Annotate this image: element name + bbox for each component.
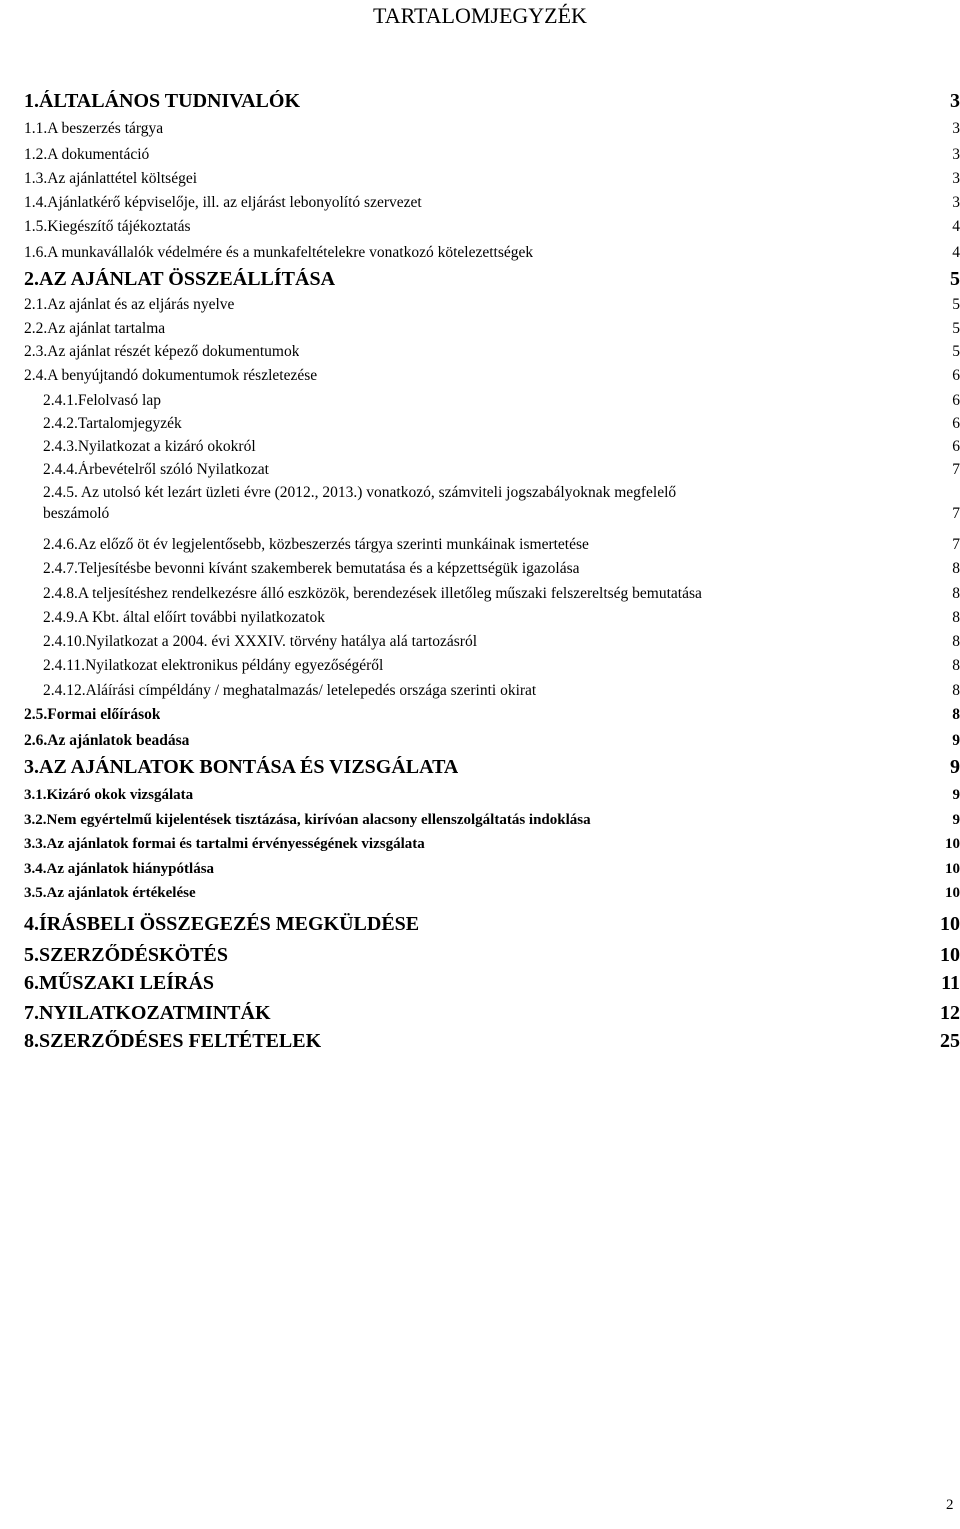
toc-page-number: 8 xyxy=(952,560,960,577)
toc-page-number: 4 xyxy=(952,244,960,261)
toc-page-number: 3 xyxy=(952,146,960,163)
toc-page-number: 10 xyxy=(945,836,960,852)
toc-number: 8. xyxy=(24,1030,39,1052)
toc-title-continued: beszámoló xyxy=(43,505,110,522)
toc-page-number: 9 xyxy=(952,732,960,749)
toc-page-number: 3 xyxy=(952,194,960,211)
toc-entry[interactable] xyxy=(24,657,960,680)
toc-number: 2.5. xyxy=(24,706,48,723)
toc-number: 7. xyxy=(24,1002,39,1024)
toc-entry[interactable] xyxy=(24,913,960,943)
toc-entry[interactable] xyxy=(24,296,960,320)
toc-number: 3.3. xyxy=(24,836,47,852)
toc-title: NYILATKOZATMINTÁK xyxy=(39,1002,271,1024)
toc-title: ÁLTALÁNOS TUDNIVALÓK xyxy=(39,90,301,112)
toc-entry[interactable] xyxy=(24,120,960,144)
toc-number: 1.2. xyxy=(24,146,48,163)
toc-title: Az ajánlatok beadása xyxy=(47,732,190,749)
toc-number: 2.6. xyxy=(24,732,48,749)
toc-title: A dokumentáció xyxy=(47,146,150,163)
toc-page-number: 9 xyxy=(952,812,960,828)
toc-title: A beszerzés tárgya xyxy=(47,120,164,137)
toc-title: Ajánlatkérő képviselője, ill. az eljárást lebonyolító szervezet xyxy=(47,194,422,211)
toc-page-number: 6 xyxy=(952,367,960,384)
toc-title: Az ajánlatok hiánypótlása xyxy=(46,861,215,877)
toc-title: Felolvasó lap xyxy=(77,392,161,409)
toc-entry[interactable] xyxy=(24,812,960,837)
toc-title: Az előző öt év legjelentősebb, közbeszerzés tárgya szerinti munkáinak ismertetése xyxy=(77,536,589,553)
toc-page-number: 5 xyxy=(952,296,960,313)
toc-title: A Kbt. által előírt további nyilatkozatok xyxy=(77,609,325,626)
toc-page-number: 8 xyxy=(952,657,960,674)
toc-entry[interactable] xyxy=(24,1030,960,1060)
toc-page-number: 8 xyxy=(952,585,960,602)
toc-title: Az ajánlat részét képező dokumentumok xyxy=(47,343,300,360)
toc-page-number: 6 xyxy=(952,415,960,432)
toc-entry[interactable] xyxy=(24,972,960,1002)
toc-title: Aláírási címpéldány / meghatalmazás/ letelepedés országa szerinti okirat xyxy=(85,682,537,699)
toc-number: 2.4.3. xyxy=(43,438,78,455)
toc-entry[interactable] xyxy=(24,343,960,367)
toc-entry[interactable] xyxy=(24,682,960,705)
toc-entry[interactable] xyxy=(24,885,960,910)
toc-title: Formai előírások xyxy=(47,706,161,723)
toc-number: 4. xyxy=(24,913,39,935)
toc-page-number: 3 xyxy=(952,120,960,137)
toc-number: 3. xyxy=(24,756,39,778)
toc-number: 2.4.4. xyxy=(43,461,78,478)
toc-entry[interactable] xyxy=(24,415,960,438)
toc-entry[interactable] xyxy=(24,756,960,786)
toc-page-number: 7 xyxy=(952,536,960,553)
toc-entry[interactable] xyxy=(24,1002,960,1032)
toc-title: Az utolsó két lezárt üzleti évre (2012., 2013.) vonatkozó, számviteli jogszabályoknak megfelelő xyxy=(80,484,677,501)
toc-entry[interactable] xyxy=(24,633,960,656)
toc-page-number: 10 xyxy=(945,861,960,877)
toc-number: 3.2. xyxy=(24,812,47,828)
toc-page-number: 11 xyxy=(941,972,960,994)
toc-number: 6. xyxy=(24,972,39,994)
toc-title: Az ajánlatok formai és tartalmi érvényességének vizsgálata xyxy=(46,836,425,852)
toc-page-number: 10 xyxy=(940,913,960,935)
toc-entry[interactable] xyxy=(24,170,960,194)
toc-entry[interactable] xyxy=(24,484,960,522)
toc-title: MŰSZAKI LEÍRÁS xyxy=(39,972,215,994)
toc-number: 2.4.6. xyxy=(43,536,78,553)
toc-number: 2.4.8. xyxy=(43,585,78,602)
page-number: 2 xyxy=(946,1497,954,1513)
toc-entry[interactable] xyxy=(24,194,960,218)
toc-entry[interactable] xyxy=(24,438,960,461)
toc-number: 2.4.11. xyxy=(43,657,86,674)
toc-number: 2.4.10. xyxy=(43,633,86,650)
toc-number: 1.6. xyxy=(24,244,48,261)
toc-number: 2.3. xyxy=(24,343,48,360)
toc-page-number: 5 xyxy=(952,320,960,337)
toc-title: Nem egyértelmű kijelentések tisztázása, kirívóan alacsony ellenszolgáltatás indoklása xyxy=(46,812,591,828)
toc-page-number: 6 xyxy=(952,392,960,409)
toc-number: 3.1. xyxy=(24,787,47,803)
toc-entry[interactable] xyxy=(24,732,960,756)
toc-title: Nyilatkozat a 2004. évi XXXIV. törvény hatálya alá tartozásról xyxy=(85,633,478,650)
toc-page-number: 7 xyxy=(952,461,960,478)
toc-page-number: 12 xyxy=(940,1002,960,1024)
toc-title: AZ AJÁNLATOK BONTÁSA ÉS VIZSGÁLATA xyxy=(39,756,459,778)
toc-title: A munkavállalók védelmére és a munkafeltételekre vonatkozó kötelezettségek xyxy=(47,244,534,261)
toc-entry[interactable] xyxy=(24,585,960,608)
toc-entry[interactable] xyxy=(24,836,960,861)
toc-page-number: 9 xyxy=(952,787,960,803)
toc-page-number: 5 xyxy=(950,268,960,290)
toc-entry[interactable] xyxy=(24,268,960,298)
toc-entry[interactable] xyxy=(24,560,960,583)
toc-number: 2.4.2. xyxy=(43,415,78,432)
toc-title: SZERZŐDÉSKÖTÉS xyxy=(39,944,228,966)
toc-title: Nyilatkozat a kizáró okokról xyxy=(77,438,256,455)
toc-page-number: 10 xyxy=(940,944,960,966)
toc-title: A teljesítéshez rendelkezésre álló eszközök, berendezések illetőleg műszaki felszereltség bemutatása xyxy=(77,585,702,602)
toc-page-number: 25 xyxy=(940,1030,960,1052)
toc-entry[interactable] xyxy=(24,320,960,344)
toc-entry[interactable] xyxy=(24,244,960,268)
toc-title: Az ajánlat és az eljárás nyelve xyxy=(47,296,235,313)
toc-page-number: 4 xyxy=(952,218,960,235)
toc-page-number: 5 xyxy=(952,343,960,360)
toc-title: ÍRÁSBELI ÖSSZEGEZÉS MEGKÜLDÉSE xyxy=(39,913,420,935)
toc-entry[interactable] xyxy=(24,90,960,120)
toc-title: Kiegészítő tájékoztatás xyxy=(47,218,191,235)
toc-entry[interactable] xyxy=(24,536,960,559)
toc-number: 1. xyxy=(24,90,39,112)
toc-entry[interactable] xyxy=(24,944,960,974)
toc-number: 1.4. xyxy=(24,194,48,211)
toc-number: 3.4. xyxy=(24,861,47,877)
toc-entry[interactable] xyxy=(24,367,960,391)
toc-entry[interactable] xyxy=(24,461,960,484)
toc-page-number: 8 xyxy=(952,706,960,723)
toc-entry[interactable] xyxy=(24,609,960,632)
toc-number: 2.2. xyxy=(24,320,48,337)
toc-number: 1.3. xyxy=(24,170,48,187)
toc-title: Árbevételről szóló Nyilatkozat xyxy=(77,461,269,478)
toc-entry[interactable] xyxy=(24,392,960,415)
toc-number: 2. xyxy=(24,268,39,290)
toc-page-number: 9 xyxy=(950,756,960,778)
toc-number: 2.1. xyxy=(24,296,48,313)
toc-number: 2.4.7. xyxy=(43,560,78,577)
toc-entry[interactable] xyxy=(24,706,960,730)
toc-page-number: 8 xyxy=(952,633,960,650)
toc-number: 1.5. xyxy=(24,218,48,235)
toc-page-number: 10 xyxy=(945,885,960,901)
toc-page-number: 3 xyxy=(952,170,960,187)
toc-title: Kizáró okok vizsgálata xyxy=(46,787,194,803)
toc-page-number: 8 xyxy=(952,682,960,699)
toc-number: 2.4.9. xyxy=(43,609,78,626)
toc-number: 1.1. xyxy=(24,120,48,137)
toc-page-number: 7 xyxy=(952,505,960,522)
toc-entry[interactable] xyxy=(24,787,960,812)
toc-title: Tartalomjegyzék xyxy=(77,415,182,432)
toc-title: Az ajánlatok értékelése xyxy=(46,885,196,901)
toc-title: AZ AJÁNLAT ÖSSZEÁLLÍTÁSA xyxy=(39,268,336,290)
toc-entry[interactable] xyxy=(24,146,960,170)
toc-number: 2.4. xyxy=(24,367,48,384)
toc-title: A benyújtandó dokumentumok részletezése xyxy=(47,367,318,384)
toc-title: Teljesítésbe bevonni kívánt szakemberek bemutatása és a képzettségük igazolása xyxy=(77,560,580,577)
toc-page-number: 8 xyxy=(952,609,960,626)
page-title: TARTALOMJEGYZÉK xyxy=(373,3,587,28)
toc-title: Nyilatkozat elektronikus példány egyezőségéről xyxy=(85,657,384,674)
toc-page-number: 6 xyxy=(952,438,960,455)
toc-number: 2.4.1. xyxy=(43,392,78,409)
toc-title: SZERZŐDÉSES FELTÉTELEK xyxy=(39,1030,322,1052)
toc-entry[interactable] xyxy=(24,218,960,242)
toc-number: 2.4.12. xyxy=(43,682,86,699)
toc-number: 5. xyxy=(24,944,39,966)
toc-entry[interactable] xyxy=(24,861,960,886)
toc-number: 3.5. xyxy=(24,885,47,901)
toc-page-number: 3 xyxy=(950,90,960,112)
toc-title: Az ajánlat tartalma xyxy=(47,320,166,337)
toc-number: 2.4.5. xyxy=(43,484,81,501)
toc-title: Az ajánlattétel költségei xyxy=(47,170,198,187)
